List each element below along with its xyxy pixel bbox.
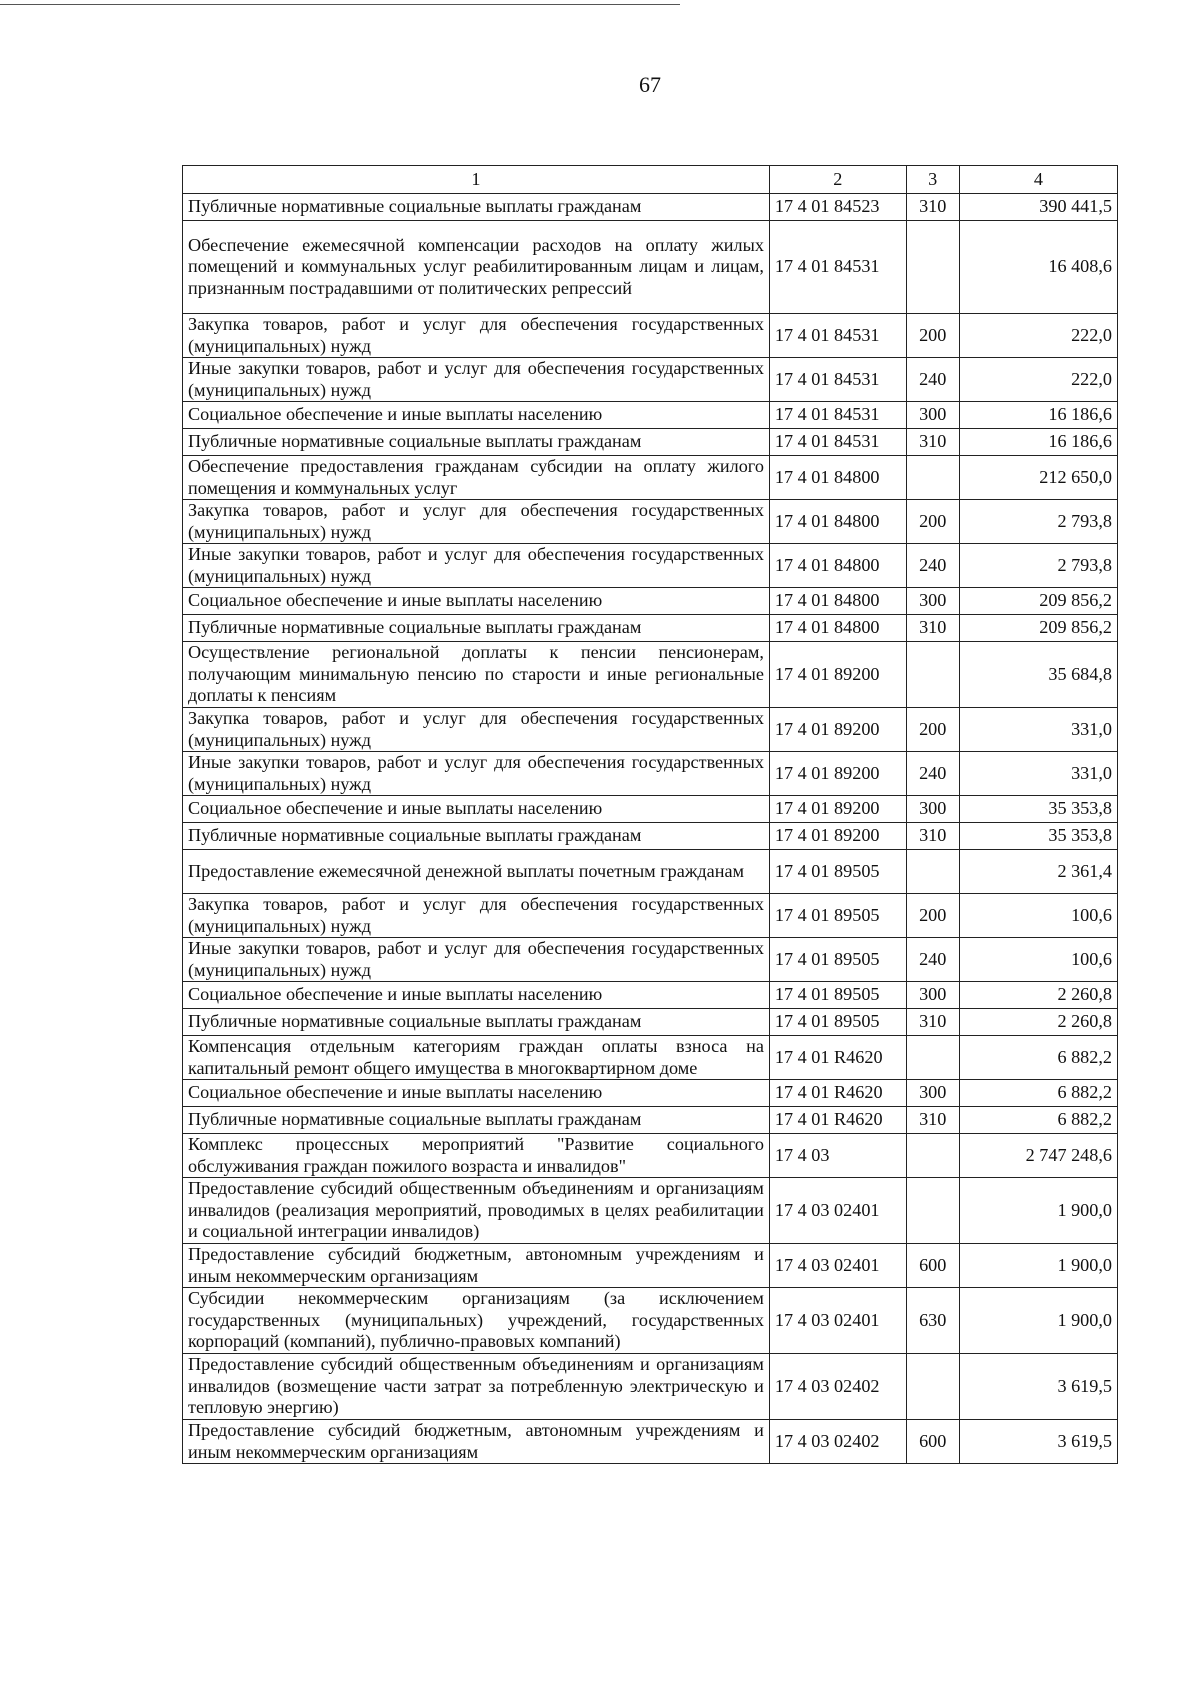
row-type-cell: 310 (906, 429, 959, 456)
table-row (183, 1107, 1118, 1134)
table-row (183, 850, 1118, 894)
row-code-cell: 17 4 03 02401 (769, 1288, 906, 1354)
table-row (183, 1080, 1118, 1107)
row-name-cell: Предоставление ежемесячной денежной выплаты почетным гражданам (183, 850, 770, 894)
row-code-cell: 17 4 03 (769, 1134, 906, 1178)
row-sum-cell: 222,0 (959, 358, 1117, 402)
row-code-cell: 17 4 01 R4620 (769, 1036, 906, 1080)
row-code-cell: 17 4 03 02401 (769, 1244, 906, 1288)
table-row (183, 615, 1118, 642)
row-type-cell (906, 642, 959, 708)
row-sum-cell: 2 793,8 (959, 500, 1117, 544)
row-code-cell: 17 4 01 89505 (769, 1009, 906, 1036)
row-name-cell: Публичные нормативные социальные выплаты гражданам (183, 823, 770, 850)
row-type-cell: 310 (906, 1009, 959, 1036)
row-code-cell: 17 4 01 89200 (769, 642, 906, 708)
row-sum-cell: 2 260,8 (959, 1009, 1117, 1036)
row-name-cell: Социальное обеспечение и иные выплаты населению (183, 982, 770, 1009)
row-type-cell: 300 (906, 1080, 959, 1107)
row-code-cell: 17 4 01 84523 (769, 194, 906, 221)
row-code-cell: 17 4 01 89200 (769, 752, 906, 796)
row-sum-cell: 331,0 (959, 708, 1117, 752)
row-code-cell: 17 4 01 89505 (769, 982, 906, 1009)
row-type-cell (906, 1178, 959, 1244)
row-sum-cell: 35 684,8 (959, 642, 1117, 708)
table-row (183, 588, 1118, 615)
row-sum-cell: 100,6 (959, 894, 1117, 938)
row-sum-cell: 3 619,5 (959, 1354, 1117, 1420)
row-name-cell: Иные закупки товаров, работ и услуг для обеспечения государственных (муниципальных) нужд (183, 938, 770, 982)
row-type-cell (906, 1354, 959, 1420)
table-row (183, 544, 1118, 588)
row-name-cell: Публичные нормативные социальные выплаты гражданам (183, 1009, 770, 1036)
row-sum-cell: 16 408,6 (959, 221, 1117, 314)
row-name-cell: Комплекс процессных мероприятий "Развитие социального обслуживания граждан пожилого возраста и инвалидов" (183, 1134, 770, 1178)
row-code-cell: 17 4 01 89505 (769, 894, 906, 938)
row-sum-cell: 2 793,8 (959, 544, 1117, 588)
table-row (183, 752, 1118, 796)
budget-table (182, 165, 1118, 1464)
table-row (183, 221, 1118, 314)
row-sum-cell: 1 900,0 (959, 1244, 1117, 1288)
row-sum-cell: 212 650,0 (959, 456, 1117, 500)
row-sum-cell: 209 856,2 (959, 588, 1117, 615)
row-name-cell: Публичные нормативные социальные выплаты гражданам (183, 1107, 770, 1134)
row-name-cell: Публичные нормативные социальные выплаты гражданам (183, 194, 770, 221)
row-sum-cell: 100,6 (959, 938, 1117, 982)
row-sum-cell: 6 882,2 (959, 1107, 1117, 1134)
row-type-cell: 630 (906, 1288, 959, 1354)
table-row (183, 1009, 1118, 1036)
row-name-cell: Иные закупки товаров, работ и услуг для обеспечения государственных (муниципальных) нужд (183, 544, 770, 588)
row-type-cell: 600 (906, 1420, 959, 1464)
row-sum-cell: 222,0 (959, 314, 1117, 358)
table-row (183, 1354, 1118, 1420)
table-row (183, 429, 1118, 456)
row-name-cell: Закупка товаров, работ и услуг для обеспечения государственных (муниципальных) нужд (183, 894, 770, 938)
row-name-cell: Предоставление субсидий общественным объединениям и организациям инвалидов (реализация мероприятий, проводимых в целях реабилитации и социальной интеграции инвалидов) (183, 1178, 770, 1244)
row-code-cell: 17 4 01 89505 (769, 938, 906, 982)
row-sum-cell: 2 747 248,6 (959, 1134, 1117, 1178)
row-code-cell: 17 4 01 R4620 (769, 1080, 906, 1107)
table-header-row (183, 166, 1118, 194)
row-name-cell: Обеспечение предоставления гражданам субсидии на оплату жилого помещения и коммунальных услуг (183, 456, 770, 500)
table-row (183, 500, 1118, 544)
row-code-cell: 17 4 01 84800 (769, 500, 906, 544)
row-type-cell: 200 (906, 894, 959, 938)
row-code-cell: 17 4 01 R4620 (769, 1107, 906, 1134)
row-name-cell: Обеспечение ежемесячной компенсации расходов на оплату жилых помещений и коммунальных услуг реабилитированным лицам и лицам, признанным пострадавшими от политических репрессий (183, 221, 770, 314)
row-sum-cell: 16 186,6 (959, 402, 1117, 429)
row-name-cell: Иные закупки товаров, работ и услуг для обеспечения государственных (муниципальных) нужд (183, 752, 770, 796)
row-sum-cell: 2 260,8 (959, 982, 1117, 1009)
row-code-cell: 17 4 03 02402 (769, 1354, 906, 1420)
header-col-2: 2 (769, 166, 906, 194)
row-name-cell: Социальное обеспечение и иные выплаты населению (183, 588, 770, 615)
row-sum-cell: 35 353,8 (959, 823, 1117, 850)
row-type-cell: 300 (906, 588, 959, 615)
header-col-1: 1 (183, 166, 770, 194)
row-name-cell: Социальное обеспечение и иные выплаты населению (183, 1080, 770, 1107)
row-type-cell (906, 221, 959, 314)
row-name-cell: Предоставление субсидий общественным объединениям и организациям инвалидов (возмещение части затрат за потребленную электрическую и тепловую энергию) (183, 1354, 770, 1420)
row-type-cell: 310 (906, 823, 959, 850)
table-row (183, 1178, 1118, 1244)
row-type-cell: 300 (906, 982, 959, 1009)
row-code-cell: 17 4 03 02401 (769, 1178, 906, 1244)
row-name-cell: Закупка товаров, работ и услуг для обеспечения государственных (муниципальных) нужд (183, 500, 770, 544)
row-type-cell (906, 1036, 959, 1080)
table-row (183, 1244, 1118, 1288)
table-row (183, 456, 1118, 500)
row-type-cell: 200 (906, 314, 959, 358)
row-name-cell: Публичные нормативные социальные выплаты гражданам (183, 615, 770, 642)
row-name-cell: Предоставление субсидий бюджетным, автономным учреждениям и иным некоммерческим организациям (183, 1244, 770, 1288)
row-name-cell: Публичные нормативные социальные выплаты гражданам (183, 429, 770, 456)
row-name-cell: Предоставление субсидий бюджетным, автономным учреждениям и иным некоммерческим организациям (183, 1420, 770, 1464)
header-col-4: 4 (959, 166, 1117, 194)
table-row (183, 1036, 1118, 1080)
row-type-cell: 600 (906, 1244, 959, 1288)
row-code-cell: 17 4 01 84531 (769, 221, 906, 314)
row-name-cell: Субсидии некоммерческим организациям (за исключением государственных (муниципальных) учреждений, государственных корпораций (компаний), публично-правовых компаний) (183, 1288, 770, 1354)
row-code-cell: 17 4 03 02402 (769, 1420, 906, 1464)
row-code-cell: 17 4 01 89505 (769, 850, 906, 894)
row-type-cell: 200 (906, 500, 959, 544)
row-code-cell: 17 4 01 84531 (769, 358, 906, 402)
table-row (183, 1420, 1118, 1464)
row-type-cell: 240 (906, 358, 959, 402)
row-sum-cell: 3 619,5 (959, 1420, 1117, 1464)
row-sum-cell: 2 361,4 (959, 850, 1117, 894)
row-type-cell: 240 (906, 544, 959, 588)
row-code-cell: 17 4 01 89200 (769, 796, 906, 823)
table-row (183, 194, 1118, 221)
table-row (183, 796, 1118, 823)
row-type-cell: 300 (906, 402, 959, 429)
row-code-cell: 17 4 01 84800 (769, 615, 906, 642)
row-code-cell: 17 4 01 84531 (769, 314, 906, 358)
table-row (183, 358, 1118, 402)
table-row (183, 823, 1118, 850)
row-sum-cell: 6 882,2 (959, 1080, 1117, 1107)
row-sum-cell: 35 353,8 (959, 796, 1117, 823)
row-sum-cell: 209 856,2 (959, 615, 1117, 642)
row-sum-cell: 6 882,2 (959, 1036, 1117, 1080)
row-name-cell: Компенсация отдельным категориям граждан оплаты взноса на капитальный ремонт общего имущества в многоквартирном доме (183, 1036, 770, 1080)
row-sum-cell: 390 441,5 (959, 194, 1117, 221)
row-sum-cell: 1 900,0 (959, 1288, 1117, 1354)
row-type-cell (906, 456, 959, 500)
row-name-cell: Осуществление региональной доплаты к пенсии пенсионерам, получающим минимальную пенсию по старости и иные региональные доплаты к пенсиям (183, 642, 770, 708)
row-code-cell: 17 4 01 84800 (769, 544, 906, 588)
table-row (183, 1288, 1118, 1354)
row-code-cell: 17 4 01 89200 (769, 823, 906, 850)
row-sum-cell: 1 900,0 (959, 1178, 1117, 1244)
page-number: 67 (639, 72, 661, 97)
table-row (183, 314, 1118, 358)
row-type-cell (906, 850, 959, 894)
row-name-cell: Закупка товаров, работ и услуг для обеспечения государственных (муниципальных) нужд (183, 708, 770, 752)
row-name-cell: Закупка товаров, работ и услуг для обеспечения государственных (муниципальных) нужд (183, 314, 770, 358)
table-row (183, 894, 1118, 938)
row-name-cell: Иные закупки товаров, работ и услуг для обеспечения государственных (муниципальных) нужд (183, 358, 770, 402)
row-code-cell: 17 4 01 84800 (769, 456, 906, 500)
table-row (183, 708, 1118, 752)
row-type-cell: 310 (906, 1107, 959, 1134)
row-code-cell: 17 4 01 84531 (769, 402, 906, 429)
row-code-cell: 17 4 01 84800 (769, 588, 906, 615)
row-code-cell: 17 4 01 84531 (769, 429, 906, 456)
table-row (183, 982, 1118, 1009)
row-type-cell: 240 (906, 752, 959, 796)
table-row (183, 1134, 1118, 1178)
row-type-cell: 240 (906, 938, 959, 982)
row-type-cell: 310 (906, 615, 959, 642)
row-sum-cell: 16 186,6 (959, 429, 1117, 456)
row-sum-cell: 331,0 (959, 752, 1117, 796)
row-type-cell: 300 (906, 796, 959, 823)
header-col-3: 3 (906, 166, 959, 194)
row-name-cell: Социальное обеспечение и иные выплаты населению (183, 402, 770, 429)
top-scan-rule (0, 4, 680, 5)
table-row (183, 642, 1118, 708)
table-body (183, 194, 1118, 1464)
row-code-cell: 17 4 01 89200 (769, 708, 906, 752)
table-row (183, 938, 1118, 982)
row-type-cell (906, 1134, 959, 1178)
row-type-cell: 310 (906, 194, 959, 221)
row-type-cell: 200 (906, 708, 959, 752)
row-name-cell: Социальное обеспечение и иные выплаты населению (183, 796, 770, 823)
table-row (183, 402, 1118, 429)
